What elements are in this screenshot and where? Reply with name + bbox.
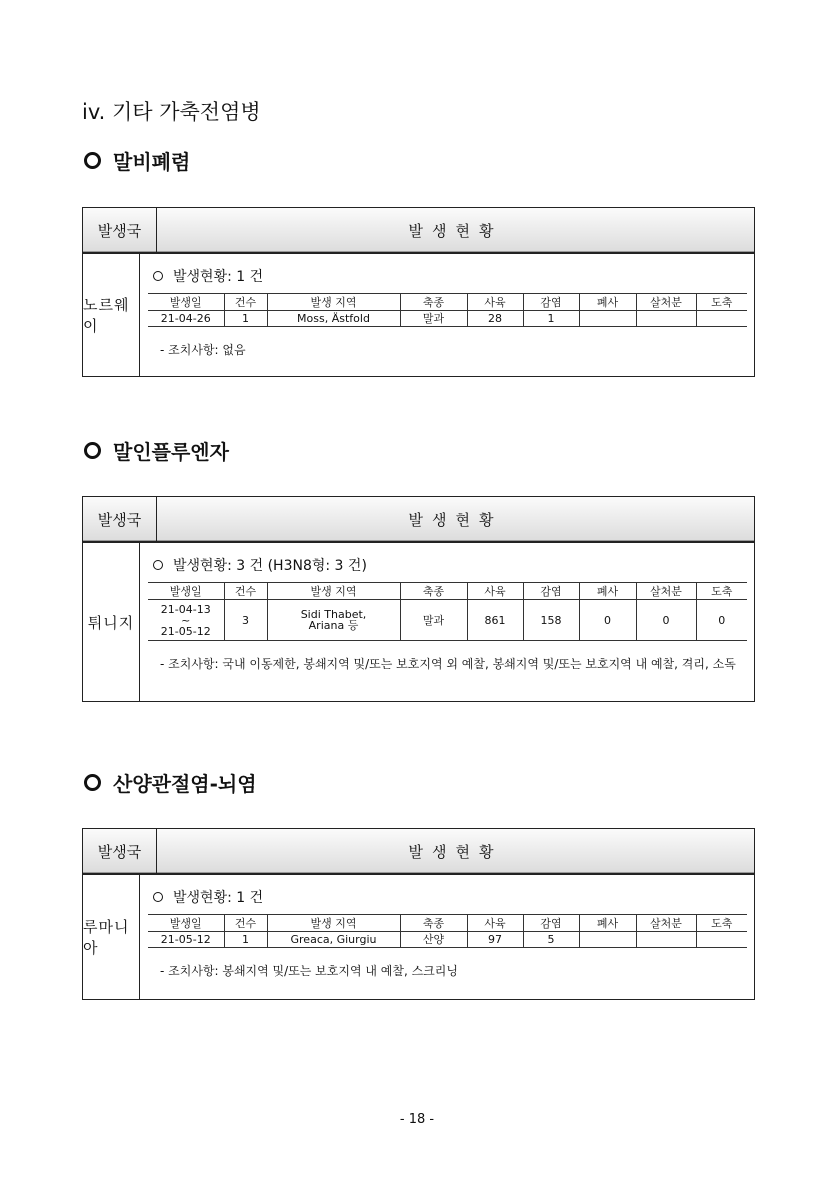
- outbreak-table-norway: [82, 207, 755, 377]
- case-table: [148, 293, 747, 327]
- outbreak-detail: [140, 543, 754, 701]
- col-slaughtered: 도축: [696, 583, 747, 600]
- col-infected: 감염: [523, 915, 579, 932]
- cell-region: [267, 600, 400, 641]
- outbreak-header-row: [83, 497, 754, 543]
- circle-bullet-icon: [153, 560, 163, 570]
- col-infected: 감염: [523, 583, 579, 600]
- col-date: 발생일: [148, 583, 224, 600]
- measures-text: - 조치사항: 없음: [160, 343, 246, 357]
- cell-dead: 0: [579, 600, 636, 641]
- col-date: 발생일: [148, 915, 224, 932]
- cell-dead: [579, 932, 636, 948]
- cell-region-line2: Ariana 등: [308, 619, 359, 632]
- col-date: 발생일: [148, 294, 224, 311]
- outbreak-body-row: [83, 875, 754, 999]
- summary-text: 발생현황: 1 건: [173, 890, 264, 906]
- cell-slaughtered: [696, 311, 747, 327]
- col-region: 발생 지역: [267, 583, 400, 600]
- col-dead: 폐사: [579, 294, 636, 311]
- outbreak-table-tunisia: [82, 496, 755, 702]
- outbreak-detail: [140, 875, 754, 999]
- circle-bullet-icon: [153, 271, 163, 281]
- header-status: 발생현황: [408, 510, 503, 529]
- col-culled: 살처분: [636, 583, 696, 600]
- case-table-header: [148, 915, 747, 932]
- cell-species: 말과: [400, 600, 467, 641]
- col-raised: 사육: [467, 915, 523, 932]
- outbreak-header-row: [83, 208, 754, 254]
- outbreak-body-row: [83, 254, 754, 376]
- cell-dead: [579, 311, 636, 327]
- summary-text: 발생현황: 1 건: [173, 269, 264, 285]
- cell-raised: 28: [467, 311, 523, 327]
- cell-culled: [636, 932, 696, 948]
- header-status: 발생현황: [408, 842, 503, 861]
- disease-heading-caprine-arthritis-encephalitis: [82, 768, 257, 797]
- case-table: [148, 582, 747, 641]
- col-species: 축종: [400, 294, 467, 311]
- disease-heading-equine-pneumonia: [82, 146, 190, 175]
- header-country: 발생국: [83, 829, 157, 873]
- cell-region: Greaca, Giurgiu: [267, 932, 400, 948]
- measures-text: - 조치사항: 국내 이동제한, 봉쇄지역 및/또는 보호지역 외 예찰, 봉쇄지역 및/또는 보호지역 내 예찰, 격리, 소독: [160, 657, 736, 671]
- cell-date-to: 21-05-12: [160, 624, 211, 638]
- summary-line: [153, 887, 747, 907]
- country-name: 튀니지: [83, 543, 140, 701]
- cell-culled: [636, 311, 696, 327]
- cell-date: 21-04-26: [148, 311, 224, 327]
- cell-region-line1: Sidi Thabet,: [300, 608, 367, 621]
- cell-count: 1: [224, 932, 267, 948]
- cell-culled: 0: [636, 600, 696, 641]
- table-row: [148, 932, 747, 948]
- header-country: 발생국: [83, 497, 157, 541]
- header-country: 발생국: [83, 208, 157, 252]
- col-raised: 사육: [467, 583, 523, 600]
- table-row: [148, 311, 747, 327]
- cell-species: 말과: [400, 311, 467, 327]
- col-slaughtered: 도축: [696, 915, 747, 932]
- col-dead: 폐사: [579, 915, 636, 932]
- col-infected: 감염: [523, 294, 579, 311]
- cell-date-range: [148, 600, 224, 641]
- outbreak-detail: [140, 254, 754, 376]
- outbreak-table-romania: [82, 828, 755, 1000]
- cell-count: 1: [224, 311, 267, 327]
- col-species: 축종: [400, 583, 467, 600]
- section-title: iv. 기타 가축전염병: [82, 100, 261, 124]
- outbreak-header-row: [83, 829, 754, 875]
- cell-infected: 1: [523, 311, 579, 327]
- circle-bullet-icon: [153, 892, 163, 902]
- col-species: 축종: [400, 915, 467, 932]
- cell-infected: 158: [523, 600, 579, 641]
- col-culled: 살처분: [636, 294, 696, 311]
- col-raised: 사육: [467, 294, 523, 311]
- col-region: 발생 지역: [267, 915, 400, 932]
- measures-text: - 조치사항: 봉쇄지역 및/또는 보호지역 내 예찰, 스크리닝: [160, 964, 458, 978]
- col-slaughtered: 도축: [696, 294, 747, 311]
- header-status: 발생현황: [408, 221, 503, 240]
- cell-species: 산양: [400, 932, 467, 948]
- col-region: 발생 지역: [267, 294, 400, 311]
- cell-count: 3: [224, 600, 267, 641]
- summary-text: 발생현황: 3 건 (H3N8형: 3 건): [173, 558, 367, 574]
- cell-slaughtered: 0: [696, 600, 747, 641]
- disease-name: 산양관절염-뇌염: [113, 772, 257, 796]
- cell-infected: 5: [523, 932, 579, 948]
- country-name: 노르웨이: [83, 254, 140, 376]
- cell-region: Moss, Ästfold: [267, 311, 400, 327]
- col-count: 건수: [224, 915, 267, 932]
- country-name: 루마니아: [83, 875, 140, 999]
- date-range-tilde: ~: [181, 613, 191, 627]
- circle-bullet-icon: [84, 152, 101, 169]
- disease-heading-equine-influenza: [82, 436, 229, 465]
- circle-bullet-icon: [84, 774, 101, 791]
- summary-line: [153, 555, 747, 575]
- cell-raised: 97: [467, 932, 523, 948]
- case-table-header: [148, 294, 747, 311]
- circle-bullet-icon: [84, 442, 101, 459]
- cell-date: 21-04-13: [160, 602, 211, 616]
- disease-name: 말비폐렴: [113, 150, 191, 174]
- col-count: 건수: [224, 294, 267, 311]
- case-table-header: [148, 583, 747, 600]
- col-dead: 폐사: [579, 583, 636, 600]
- cell-slaughtered: [696, 932, 747, 948]
- case-table: [148, 914, 747, 948]
- disease-name: 말인플루엔자: [113, 440, 229, 464]
- col-count: 건수: [224, 583, 267, 600]
- cell-raised: 861: [467, 600, 523, 641]
- summary-line: [153, 266, 747, 286]
- col-culled: 살처분: [636, 915, 696, 932]
- page-number: - 18 -: [399, 1112, 435, 1127]
- cell-date: 21-05-12: [148, 932, 224, 948]
- outbreak-body-row: [83, 543, 754, 701]
- table-row: [148, 600, 747, 641]
